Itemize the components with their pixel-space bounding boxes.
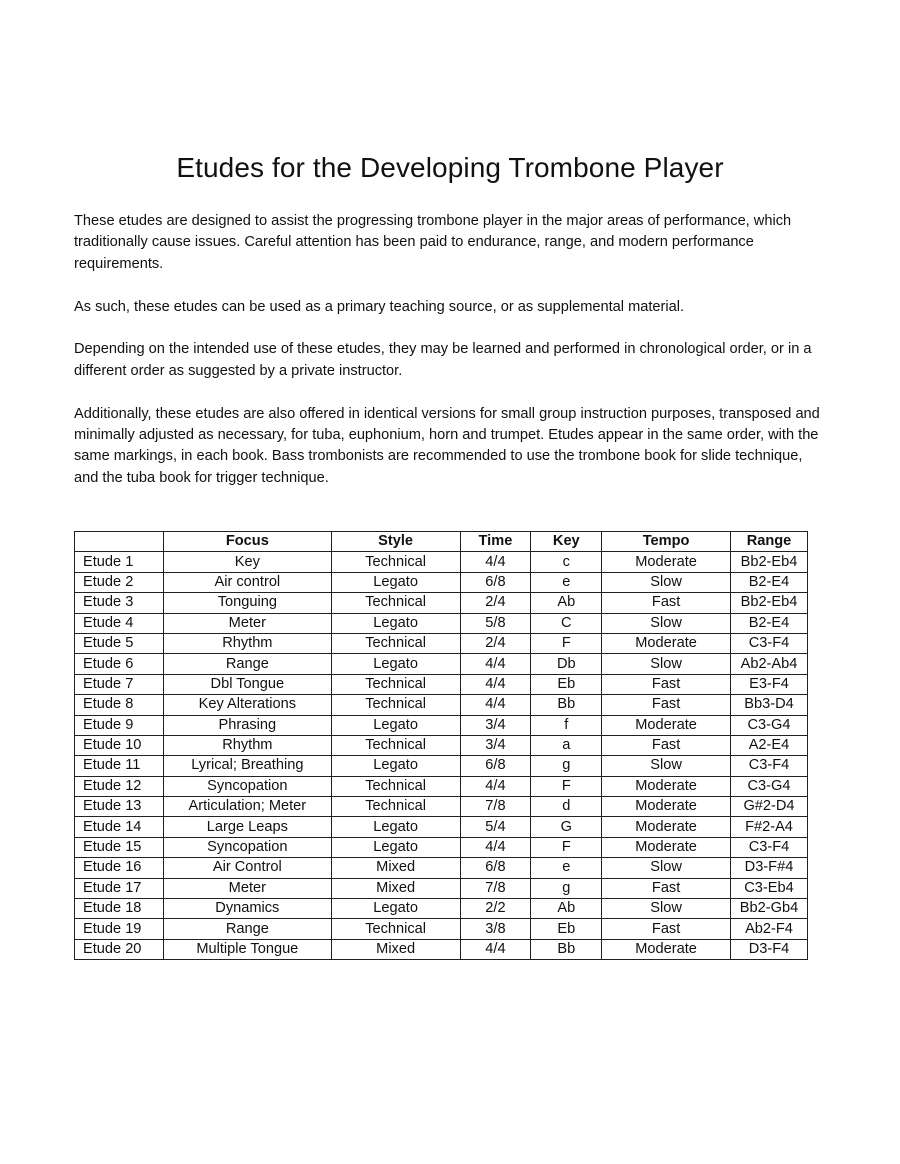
row-label-cell: Etude 3 (75, 593, 164, 613)
table-cell: Technical (331, 797, 460, 817)
table-cell: Technical (331, 552, 460, 572)
table-row (75, 756, 808, 776)
table-cell: C (531, 613, 602, 633)
table-cell: Moderate (602, 939, 731, 959)
table-cell: 4/4 (460, 939, 531, 959)
row-label-cell: Etude 11 (75, 756, 164, 776)
intro-paragraph: Additionally, these etudes are also offered in identical versions for small group instruction purposes, transposed and minimally adjusted as necessary, for tuba, euphonium, horn and trumpet. Etudes appear in the same order, with the same markings, in each book. Bass trombonists are recommended to use the trombone book for slide technique, and the tuba book for trigger technique. (74, 405, 820, 486)
table-body (75, 552, 808, 960)
table-cell: Legato (331, 817, 460, 837)
table-row (75, 858, 808, 878)
table-cell: Technical (331, 695, 460, 715)
row-label-cell: Etude 18 (75, 899, 164, 919)
table-cell: Moderate (602, 633, 731, 653)
table-cell: A2-E4 (730, 735, 807, 755)
table-cell: Meter (163, 878, 331, 898)
table-cell: F#2-A4 (730, 817, 807, 837)
table-cell: D3-F4 (730, 939, 807, 959)
table-cell: Legato (331, 572, 460, 592)
table-cell: Db (531, 654, 602, 674)
table-cell: G (531, 817, 602, 837)
table-cell: 4/4 (460, 837, 531, 857)
table-cell: Multiple Tongue (163, 939, 331, 959)
table-cell: E3-F4 (730, 674, 807, 694)
row-label-cell: Etude 10 (75, 735, 164, 755)
table-cell: Fast (602, 593, 731, 613)
table-cell: Mixed (331, 878, 460, 898)
table-cell: Bb (531, 939, 602, 959)
table-cell: 3/4 (460, 735, 531, 755)
table-cell: Slow (602, 756, 731, 776)
etude-table (74, 531, 808, 960)
table-cell: Moderate (602, 837, 731, 857)
table-cell: Ab2-F4 (730, 919, 807, 939)
table-row (75, 552, 808, 572)
header-cell: Focus (163, 532, 331, 552)
table-cell: 5/4 (460, 817, 531, 837)
table-cell: C3-F4 (730, 633, 807, 653)
table-cell: C3-G4 (730, 715, 807, 735)
table-cell: Fast (602, 735, 731, 755)
table-cell: Range (163, 919, 331, 939)
row-label-cell: Etude 13 (75, 797, 164, 817)
header-cell: Tempo (602, 532, 731, 552)
table-cell: Moderate (602, 715, 731, 735)
table-cell: Bb2-Gb4 (730, 899, 807, 919)
table-cell: Syncopation (163, 837, 331, 857)
table-cell: Slow (602, 572, 731, 592)
table-cell: Legato (331, 654, 460, 674)
table-cell: Legato (331, 613, 460, 633)
table-cell: 4/4 (460, 654, 531, 674)
table-row (75, 878, 808, 898)
table-cell: Eb (531, 919, 602, 939)
table-row (75, 817, 808, 837)
row-label-cell: Etude 8 (75, 695, 164, 715)
table-cell: Dbl Tongue (163, 674, 331, 694)
header-cell: Key (531, 532, 602, 552)
table-cell: Fast (602, 878, 731, 898)
header-cell: Range (730, 532, 807, 552)
table-cell: 3/4 (460, 715, 531, 735)
table-row (75, 735, 808, 755)
table-cell: e (531, 858, 602, 878)
table-cell: Fast (602, 695, 731, 715)
table-cell: Slow (602, 654, 731, 674)
table-cell: Tonguing (163, 593, 331, 613)
table-cell: Technical (331, 674, 460, 694)
table-row (75, 695, 808, 715)
table-row (75, 776, 808, 796)
table-cell: g (531, 756, 602, 776)
table-cell: Ab (531, 899, 602, 919)
intro-text (74, 211, 826, 511)
table-cell: F (531, 776, 602, 796)
table-cell: Slow (602, 858, 731, 878)
table-cell: Key Alterations (163, 695, 331, 715)
table-row (75, 837, 808, 857)
table-row (75, 593, 808, 613)
table-cell: Mixed (331, 858, 460, 878)
row-label-cell: Etude 6 (75, 654, 164, 674)
table-cell: Technical (331, 735, 460, 755)
table-cell: Articulation; Meter (163, 797, 331, 817)
intro-paragraph: Depending on the intended use of these etudes, they may be learned and performed in chronological order, or in a different order as suggested by a private instructor. (74, 341, 812, 379)
row-label-cell: Etude 19 (75, 919, 164, 939)
table-cell: Legato (331, 837, 460, 857)
row-label-cell: Etude 17 (75, 878, 164, 898)
table-row (75, 939, 808, 959)
table-cell: C3-Eb4 (730, 878, 807, 898)
table-cell: Syncopation (163, 776, 331, 796)
row-label-cell: Etude 14 (75, 817, 164, 837)
table-cell: Bb (531, 695, 602, 715)
table-cell: C3-F4 (730, 756, 807, 776)
table-cell: Air Control (163, 858, 331, 878)
table-cell: 7/8 (460, 878, 531, 898)
row-label-cell: Etude 15 (75, 837, 164, 857)
table-cell: 5/8 (460, 613, 531, 633)
row-label-cell: Etude 7 (75, 674, 164, 694)
table-cell: Technical (331, 593, 460, 613)
table-cell: 4/4 (460, 776, 531, 796)
table-cell: Bb2-Eb4 (730, 552, 807, 572)
header-cell: Time (460, 532, 531, 552)
table-cell: C3-G4 (730, 776, 807, 796)
table-cell: Air control (163, 572, 331, 592)
table-cell: Slow (602, 613, 731, 633)
table-cell: Ab (531, 593, 602, 613)
table-cell: a (531, 735, 602, 755)
table-cell: d (531, 797, 602, 817)
table-cell: Key (163, 552, 331, 572)
table-cell: Fast (602, 674, 731, 694)
table-cell: 3/8 (460, 919, 531, 939)
table-cell: 2/2 (460, 899, 531, 919)
table-cell: g (531, 878, 602, 898)
table-cell: Bb2-Eb4 (730, 593, 807, 613)
table-cell: Technical (331, 919, 460, 939)
table-header-row (75, 532, 808, 552)
table-row (75, 654, 808, 674)
table-cell: Rhythm (163, 735, 331, 755)
table-row (75, 899, 808, 919)
table-cell: C3-F4 (730, 837, 807, 857)
table-cell: 7/8 (460, 797, 531, 817)
table-cell: 6/8 (460, 572, 531, 592)
table-cell: Moderate (602, 552, 731, 572)
table-row (75, 674, 808, 694)
table-cell: Large Leaps (163, 817, 331, 837)
row-label-cell: Etude 20 (75, 939, 164, 959)
table-cell: B2-E4 (730, 613, 807, 633)
table-cell: c (531, 552, 602, 572)
table-cell: Moderate (602, 776, 731, 796)
row-label-cell: Etude 16 (75, 858, 164, 878)
table-row (75, 633, 808, 653)
table-cell: Slow (602, 899, 731, 919)
row-label-cell: Etude 12 (75, 776, 164, 796)
table-cell: Lyrical; Breathing (163, 756, 331, 776)
table-cell: F (531, 837, 602, 857)
table-cell: Bb3-D4 (730, 695, 807, 715)
intro-paragraph: As such, these etudes can be used as a primary teaching source, or as supplemental material. (74, 298, 685, 315)
table-cell: Fast (602, 919, 731, 939)
table-cell: Moderate (602, 817, 731, 837)
table-cell: 6/8 (460, 858, 531, 878)
row-label-cell: Etude 1 (75, 552, 164, 572)
table-cell: F (531, 633, 602, 653)
table-row (75, 715, 808, 735)
table-cell: e (531, 572, 602, 592)
table-cell: G#2-D4 (730, 797, 807, 817)
table-cell: Dynamics (163, 899, 331, 919)
table-cell: Technical (331, 633, 460, 653)
header-cell: Style (331, 532, 460, 552)
table-cell: Phrasing (163, 715, 331, 735)
table-cell: Mixed (331, 939, 460, 959)
table-cell: Moderate (602, 797, 731, 817)
table-cell: Ab2-Ab4 (730, 654, 807, 674)
header-cell (75, 532, 164, 552)
table-cell: D3-F#4 (730, 858, 807, 878)
table-cell: Range (163, 654, 331, 674)
table-cell: Legato (331, 756, 460, 776)
table-cell: f (531, 715, 602, 735)
row-label-cell: Etude 4 (75, 613, 164, 633)
table-row (75, 919, 808, 939)
row-label-cell: Etude 9 (75, 715, 164, 735)
table-cell: B2-E4 (730, 572, 807, 592)
table-cell: 4/4 (460, 695, 531, 715)
row-label-cell: Etude 5 (75, 633, 164, 653)
table-cell: 4/4 (460, 674, 531, 694)
row-label-cell: Etude 2 (75, 572, 164, 592)
table-cell: 2/4 (460, 633, 531, 653)
table-row (75, 797, 808, 817)
page-title: Etudes for the Developing Trombone Player (176, 152, 724, 183)
table-row (75, 613, 808, 633)
table-cell: 4/4 (460, 552, 531, 572)
table-cell: Meter (163, 613, 331, 633)
table-cell: 6/8 (460, 756, 531, 776)
table-cell: Rhythm (163, 633, 331, 653)
table-cell: Legato (331, 899, 460, 919)
intro-paragraph: These etudes are designed to assist the progressing trombone player in the major areas of performance, which traditionally cause issues. Careful attention has been paid to endurance, range, and modern performance requirements. (74, 213, 792, 272)
table-cell: Legato (331, 715, 460, 735)
table-cell: Technical (331, 776, 460, 796)
table-cell: Eb (531, 674, 602, 694)
table-row (75, 572, 808, 592)
table-cell: 2/4 (460, 593, 531, 613)
